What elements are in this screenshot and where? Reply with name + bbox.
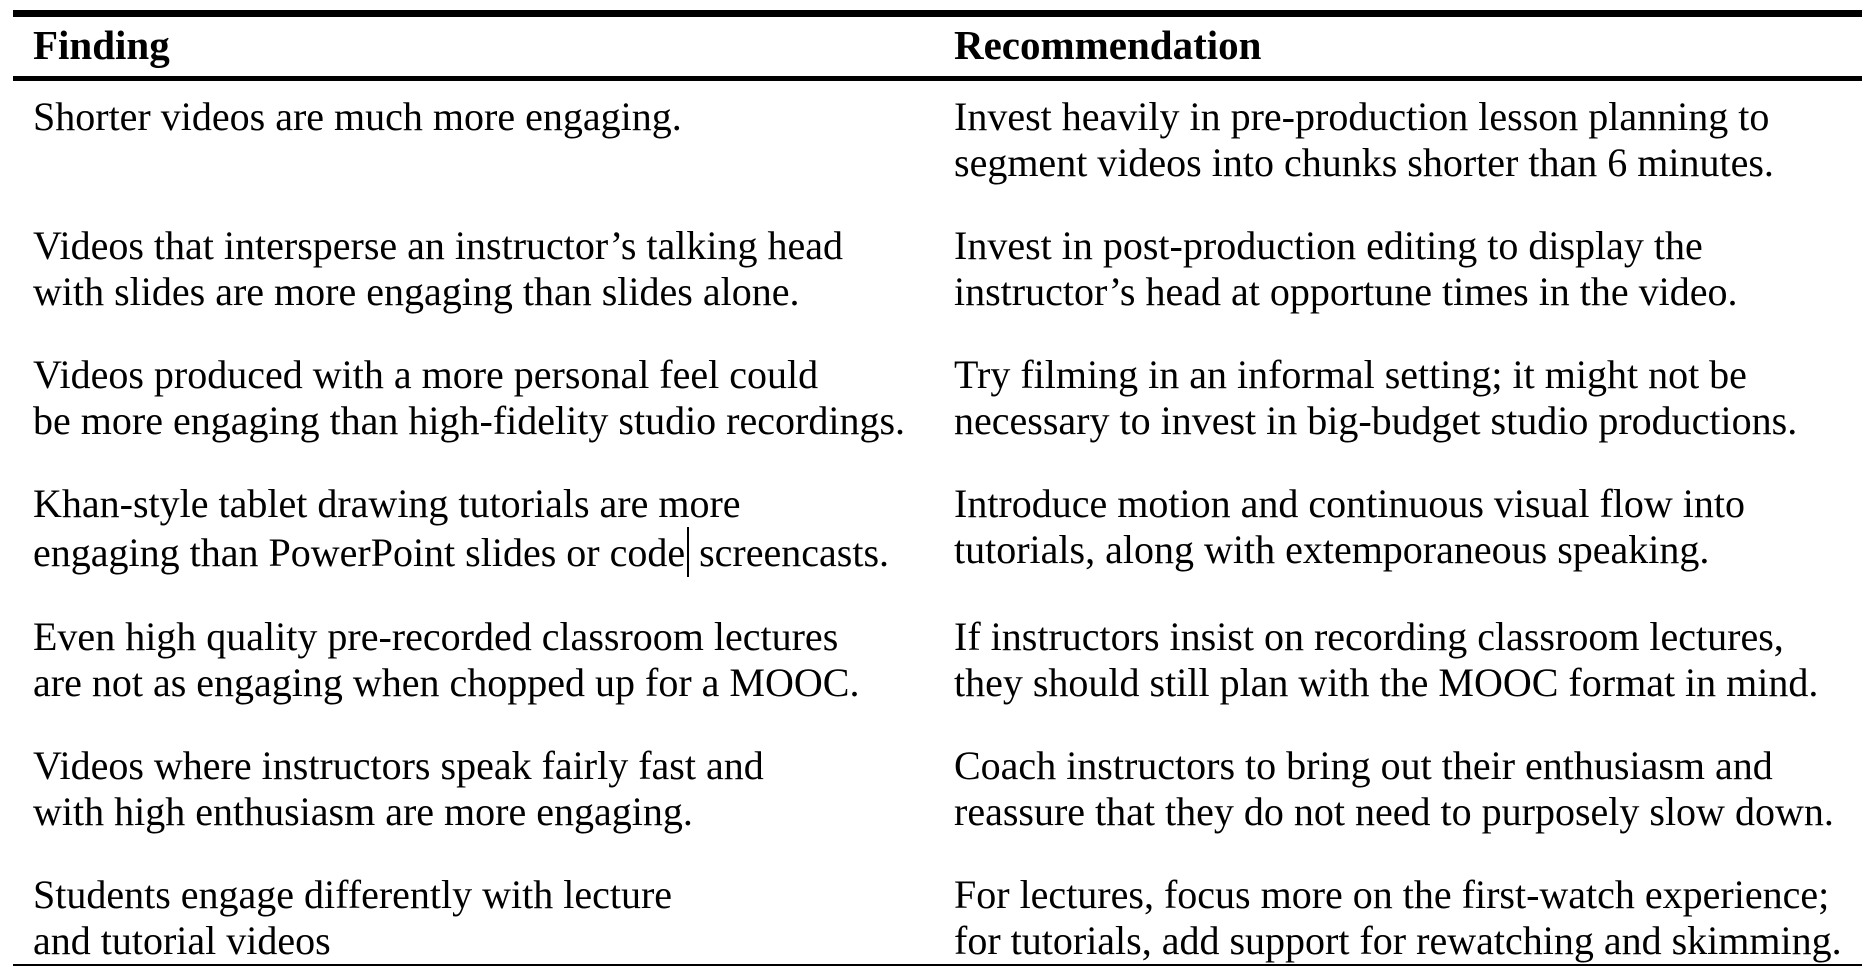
recommendation-text-line: tutorials, along with extemporaneous speaking.	[954, 527, 1710, 572]
finding-cell	[13, 743, 934, 835]
finding-cell	[13, 481, 934, 577]
recommendation-text-line: Introduce motion and continuous visual flow into	[954, 481, 1745, 526]
recommendation-cell	[934, 481, 1862, 577]
recommendation-text-line: necessary to invest in big-budget studio productions.	[954, 398, 1798, 443]
recommendation-text-line: they should still plan with the MOOC format in mind.	[954, 660, 1819, 705]
text-before-cursor: engaging than PowerPoint slides or code	[33, 530, 686, 575]
recommendation-text-line: For lectures, focus more on the first-watch experience;	[954, 872, 1830, 917]
finding-text-line: Shorter videos are much more engaging.	[33, 94, 682, 139]
table-row	[13, 352, 1862, 444]
finding-text-line: be more engaging than high-fidelity studio recordings.	[33, 398, 906, 443]
finding-cell	[13, 94, 934, 186]
table-row	[13, 481, 1862, 577]
finding-cell	[13, 352, 934, 444]
recommendation-text-line: segment videos into chunks shorter than 6 minutes.	[954, 140, 1774, 185]
finding-cell	[13, 614, 934, 706]
finding-text-line: with high enthusiasm are more engaging.	[33, 789, 693, 834]
recommendation-cell	[934, 743, 1862, 835]
finding-cell	[13, 223, 934, 315]
findings-recommendations-table	[13, 10, 1862, 966]
table-row	[13, 872, 1862, 964]
recommendation-cell	[934, 352, 1862, 444]
recommendation-text-line: Coach instructors to bring out their enthusiasm and	[954, 743, 1773, 788]
recommendation-cell	[934, 223, 1862, 315]
recommendation-text-line: Try filming in an informal setting; it might not be	[954, 352, 1747, 397]
finding-text-line: Even high quality pre-recorded classroom lectures	[33, 614, 839, 659]
finding-text-line: Students engage differently with lecture	[33, 872, 673, 917]
finding-text-line	[33, 527, 934, 577]
recommendation-text-line: reassure that they do not need to purposely slow down.	[954, 789, 1834, 834]
recommendation-cell	[934, 614, 1862, 706]
recommendation-text-line: Invest in post-production editing to display the	[954, 223, 1703, 268]
finding-text-line: are not as engaging when chopped up for a MOOC.	[33, 660, 860, 705]
table-row	[13, 223, 1862, 315]
finding-text-line: Videos produced with a more personal feel could	[33, 352, 819, 397]
table-row	[13, 743, 1862, 835]
recommendation-text-line: instructor’s head at opportune times in the video.	[954, 269, 1738, 314]
table-header-row	[13, 10, 1862, 81]
finding-text-line: with slides are more engaging than slides alone.	[33, 269, 800, 314]
column-header-finding: Finding	[33, 22, 170, 68]
finding-cell	[13, 872, 934, 964]
recommendation-text-line: Invest heavily in pre-production lesson planning to	[954, 94, 1770, 139]
finding-text-line: Videos that intersperse an instructor’s talking head	[33, 223, 843, 268]
finding-text-line: and tutorial videos	[33, 918, 331, 963]
recommendation-text-line: for tutorials, add support for rewatching and skimming.	[954, 918, 1842, 963]
table-row	[13, 614, 1862, 706]
finding-text-line: Khan-style tablet drawing tutorials are more	[33, 481, 741, 526]
column-header-recommendation: Recommendation	[954, 22, 1262, 68]
recommendation-cell	[934, 872, 1862, 964]
table-row	[13, 94, 1862, 186]
recommendation-cell	[934, 94, 1862, 186]
finding-text-line: Videos where instructors speak fairly fast and	[33, 743, 764, 788]
table-body	[13, 81, 1862, 966]
text-after-cursor: screencasts.	[689, 530, 890, 575]
recommendation-text-line: If instructors insist on recording classroom lectures,	[954, 614, 1784, 659]
